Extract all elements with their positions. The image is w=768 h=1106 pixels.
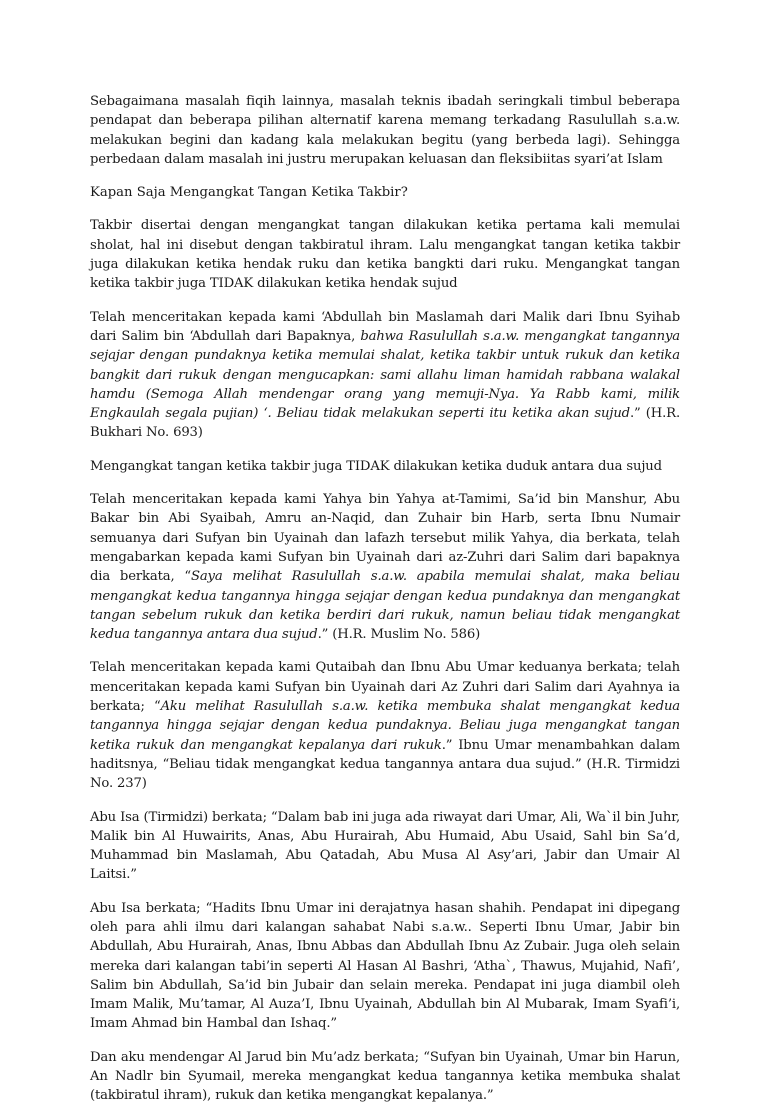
muslim-reference: .” (H.R. Muslim No. 586) [317, 627, 481, 643]
abu-isa-paragraph-2: Abu Isa berkata; “Hadits Ibnu Umar ini derajatnya hasan shahih. Pendapat ini dipegang oleh para ahli ilmu dari kalangan sahabat Nabi s.a.w.. Seperti Ibnu Umar, Jabir bin Abdullah, Abu Hurairah, Anas, Ibnu Abbas dan Abdullah Ibnu Az Zubair. Juga oleh selain mereka dari kalangan tabi’in seperti Al Hasan Al Bashri, ‘Atha`, Thawus, Mujahid, Nafi’, Salim bin Abdullah, Sa’id bin Jubair dan selain mereka. Pendapat ini juga diambil oleh Imam Malik, Mu’tamar, Al Auza’I, Ibnu Uyainah, Abdullah bin Al Mubarak, Imam Syafi’i, Imam Ahmad bin Hambal dan Ishaq.” [90, 900, 680, 1032]
abu-isa-paragraph-1: Abu Isa (Tirmidzi) berkata; “Dalam bab ini juga ada riwayat dari Umar, Ali, Wa`il bin Juhr, Malik bin Al Huwairits, Anas, Abu Hurairah, Abu Humaid, Abu Usaid, Sahl bin Sa’d, Muhammad bin Maslamah, Abu Qatadah, Abu Musa Al Asy’ari, Jabir dan Umair Al Laitsi.” [90, 809, 680, 883]
muslim-hadith-paragraph [90, 490, 680, 644]
intro-paragraph: Sebagaimana masalah fiqih lainnya, masalah teknis ibadah seringkali timbul beberapa pendapat dan beberapa pilihan alternatif karena memang terkadang Rasulullah s.a.w. melakukan begini dan kadang kala melakukan begitu (yang berbeda lagi). Sehingga perbedaan dalam masalah ini justru merupakan keluasan dan fleksibiitas syari’at Islam [90, 94, 680, 167]
takbir-paragraph: Takbir disertai dengan mengangkat tangan dilakukan ketika pertama kali memulai sholat, hal ini disebut dengan takbiratul ihram. Lalu mengangkat tangan ketika takbir juga dilakukan ketika hendak ruku dan ketika bangkti dari ruku. Mengangkat tangan ketika takbir juga TIDAK dilakukan ketika hendak sujud [90, 218, 680, 292]
muslim-sanad: Telah menceritakan kepada kami Yahya bin Yahya at-Tamimi, Sa’id bin Manshur, Abu Bakar bin Abi Syaibah, Amru an-Naqid, dan Zuhair bin Harb, serta Ibnu Numair semuanya dari Sufyan bin Uyainah dan lafazh tersebut milik Yahya, dia berkata, telah mengabarkan kepada kami Sufyan bin Uyainah dari az-Zuhri dari Salim dari bapaknya dia berkata, “ [90, 492, 680, 585]
muslim-matan: Saya melihat Rasulullah s.a.w. apabila memulai shalat, maka beliau mengangkat kedua tangannya hingga sejajar dengan kedua pundaknya dan mengangkat tangan sebelum rukuk dan ketika berdiri dari rukuk, namun beliau tidak mengangkat kedua tangannya antara dua sujud [90, 569, 680, 643]
bukhari-hadith-paragraph [90, 308, 680, 443]
bukhari-sanad: Telah menceritakan kepada kami ‘Abdullah bin Maslamah dari Malik dari Ibnu Syihab dari Salim bin ‘Abdullah dari Bapaknya, [90, 309, 680, 344]
sujud-note-paragraph: Mengangkat tangan ketika takbir juga TIDAK dilakukan ketika duduk antara dua sujud [90, 458, 662, 474]
al-jarud-paragraph: Dan aku mendengar Al Jarud bin Mu’adz berkata; “Sufyan bin Uyainah, Umar bin Harun, An Nadlr bin Syumail, mereka mengangkat kedua tangannya ketika membuka shalat (takbiratul ihram), rukuk dan ketika mengangkat kepalanya.” [90, 1049, 680, 1104]
section-heading: Kapan Saja Mengangkat Tangan Ketika Takbir? [90, 185, 408, 201]
bukhari-matan: bahwa Rasulullah s.a.w. mengangkat tangannya sejajar dengan pundaknya ketika memulai shalat, ketika takbir untuk rukuk dan ketika bangkit dari rukuk dengan mengucapkan: sami allahu liman hamidah rabbana walakal hamdu (Semoga Allah mendengar orang yang memuji-Nya. Ya Rabb kami, milik Engkaulah segala pujian) ‘. Beliau tidak melakukan seperti itu ketika akan sujud [90, 328, 680, 422]
tirmidzi-sanad: Telah menceritakan kepada kami Qutaibah dan Ibnu Abu Umar keduanya berkata; telah menceritakan kepada kami Sufyan bin Uyainah dari Az Zuhri dari Salim dari Ayahnya ia berkata; “ [90, 660, 680, 715]
tirmidzi-hadith-paragraph [90, 658, 680, 793]
tirmidzi-reference: .” Ibnu Umar menambahkan dalam haditsnya, “Beliau tidak mengangkat kedua tangannya antara dua sujud.” (H.R. Tirmidzi No. 237) [90, 737, 681, 792]
bukhari-reference: .” (H.R. Bukhari No. 693) [90, 406, 680, 441]
tirmidzi-matan: Aku melihat Rasulullah s.a.w. ketika membuka shalat mengangkat kedua tangannya hingga sejajar dengan kedua pundaknya. Beliau juga mengangkat tangan ketika rukuk dan mengangkat kepalanya dari rukuk [90, 699, 680, 753]
